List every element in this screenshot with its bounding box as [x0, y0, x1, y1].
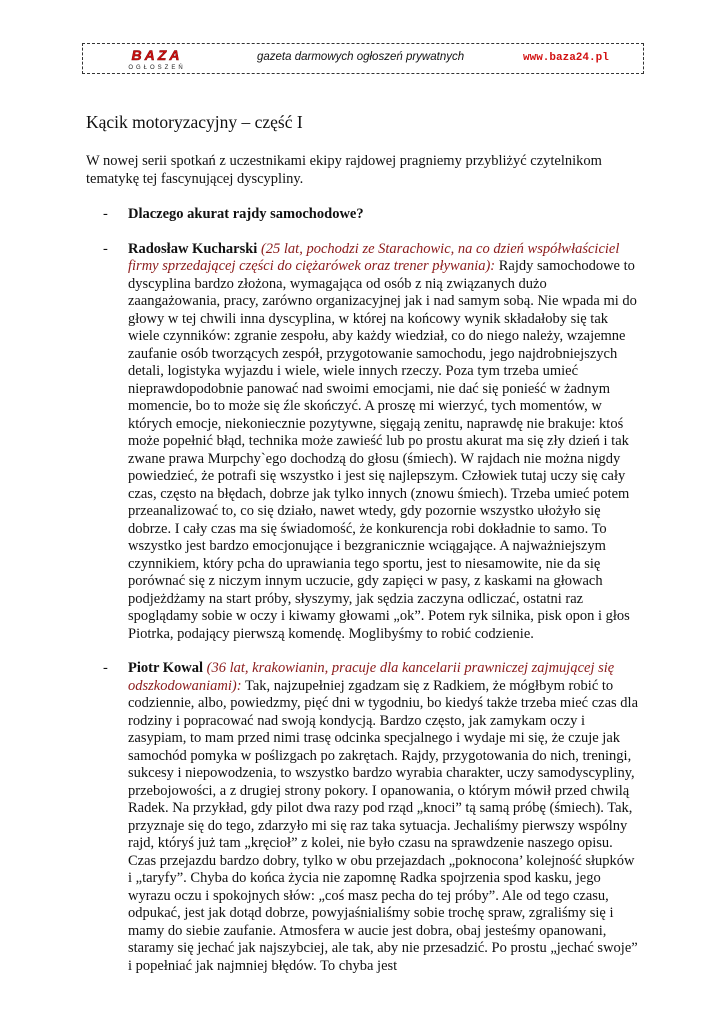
article-intro: W nowej serii spotkań z uczestnikami ekipy rajdowej pragniemy przybliżyć czytelnikom tematykę tej fascynującej dyscypliny. [86, 153, 602, 187]
speaker-note: (25 lat, pochodzi ze Starachowic, na co dzień współwłaściciel firmy sprzedającej części do ciężarówek oraz trener pływania): [128, 240, 620, 274]
answer-text: Rajdy samochodowe to dyscyplina bardzo złożona, wymagająca od osób z nią związanych dużo zaangażowania, pracy, zarówno organizacyjnej jak i nad samym sobą. Nie wpada mi do głowy w tej chwili inna dyscyplina, w której na końcowy wynik składałoby się tak wiele czynników: zgranie zespołu, aby każdy wiedział, co do niego należy, wzajemne zaufanie osób tworzących zespół, przygotowanie samochodu, jego najdrobniejszych detali, logistyka wyjazdu i wiele, wiele innych rzeczy. Poza tym trzeba umieć nieprawdopodobnie panować nad swoimi emocjami, nie dać się ponieść w żadnym momencie, bo to może się źle skończyć. A proszę mi wierzyć, tych momentów, w których emocje, niekoniecznie pozytywne, sięgają zenitu, naprawdę nie brakuje: ktoś może popełnić błąd, technika może zawieść lub po prostu akurat ma się zły dzień i tak zwane prawa Murpchy`ego dochodzą do głosu (śmiech). W rajdach nie można nigdy powiedzieć, że potrafi się wszystko i jest się najlepszym. Człowiek tutaj uczy się cały czas, często na błędach, dobrze jak tylko innych (znowu śmiech). Trzeba umieć potem przeanalizować to, co się działo, nawet wtedy, gdy pozornie wszystko ułożyło się dobrze. I cały czas ma się świadomość, że konkurencja robi dokładnie to samo. To wszystko jest bardzo emocjonujące i bezgranicznie wciągające. A najważniejszym czynnikiem, który pcha do uprawiania tego sportu, jest to niesamowite, nie da się porównać się z niczym innym uczucie, gdy zapięci w pasy, z kaskami na głowach podjeżdżamy na start próby, słyszymy, jak sędzia zaczyna odliczać, ostatni raz spoglądamy sobie w oczy i kiwamy głowami „ok”. Potem ryk silnika, pisk opon i głos Piotrka, podający pierwszą komendę. Moglibyśmy to robić codzienie. [128, 258, 637, 642]
list-dash: - [103, 206, 108, 222]
speaker-name: Radosław Kucharski [128, 240, 258, 257]
list-dash: - [103, 240, 108, 257]
question-item [86, 206, 638, 224]
logo-subtext: OGŁOSZEŃ [128, 65, 186, 71]
answer-item-kowal [86, 660, 638, 975]
logo-text: BAZA [131, 47, 183, 63]
header-url-link[interactable]: www.baza24.pl [523, 52, 609, 64]
answer-text: Tak, najzupełniej zgadzam się z Radkiem, że mógłbym robić to codziennie, albo, powiedzmy, pięć dni w tygodniu, bo kiedyś także trzeba mieć czas dla rodziny i popracować nad swoją kondycją. Bardzo często, jak zamykam oczy i zasypiam, to mam przed nimi trasę odcinka specjalnego i wydaje mi się, że czuje jak samochód pomyka w poślizgach po zakrętach. Rajdy, przygotowania do nich, treningi, sukcesy i niepowodzenia, to wszystko bardzo wyrabia charakter, uczy samodyscypliny, przebojowości, a z drugiej strony pokory. I opanowania, o którym mówił przed chwilą Radek. Na przykład, gdy pilot dwa razy pod rząd „knoci” tą samą próbę (śmiech). Tak, przyznaje się do tego, zdarzyło mi się raz taka sytuacja. Jechaliśmy pierwszy wspólny rajd, któryś już tam „kręcioł” z kolei, nie było czasu na sprawdzenie naszego opisu. Czas przejazdu bardzo dobry, tylko w obu przejazdach „poknocona’ kolejność słupków i „taryfy”. Chyba do końca życia nie zapomnę Radka spojrzenia spod kasku, jego wyrazu oczu i spokojnych słów: „coś masz pecha do tej próby”. Ale od tego czasu, odpukać, jest jak dotąd dobrze, powyjaśnialiśmy sobie trochę spraw, zgraliśmy się i mamy do siebie zaufanie. Atmosfera w aucie jest dobra, obaj jesteśmy opanowani, staramy się jechać jak najszybciej, ale tak, aby nie przesadzić. Po prostu „jechać swoje” i popełniać jak najmniej błędów. To chyba jest [128, 677, 639, 974]
speaker-name: Piotr Kowal [128, 660, 204, 676]
speaker-note: (36 lat, krakowianin, pracuje dla kancelarii prawniczej zajmującej się odszkodowaniami): [128, 660, 615, 694]
header-tagline: gazeta darmowych ogłoszeń prywatnych [257, 51, 465, 63]
baza-logo [111, 47, 203, 71]
article [86, 111, 638, 992]
list-dash: - [103, 660, 108, 676]
page-header [82, 43, 644, 74]
article-title: Kącik motoryzacyjny – część I [86, 112, 303, 132]
answer-item-kucharski [86, 241, 638, 644]
question-text: Dlaczego akurat rajdy samochodowe? [128, 206, 364, 222]
